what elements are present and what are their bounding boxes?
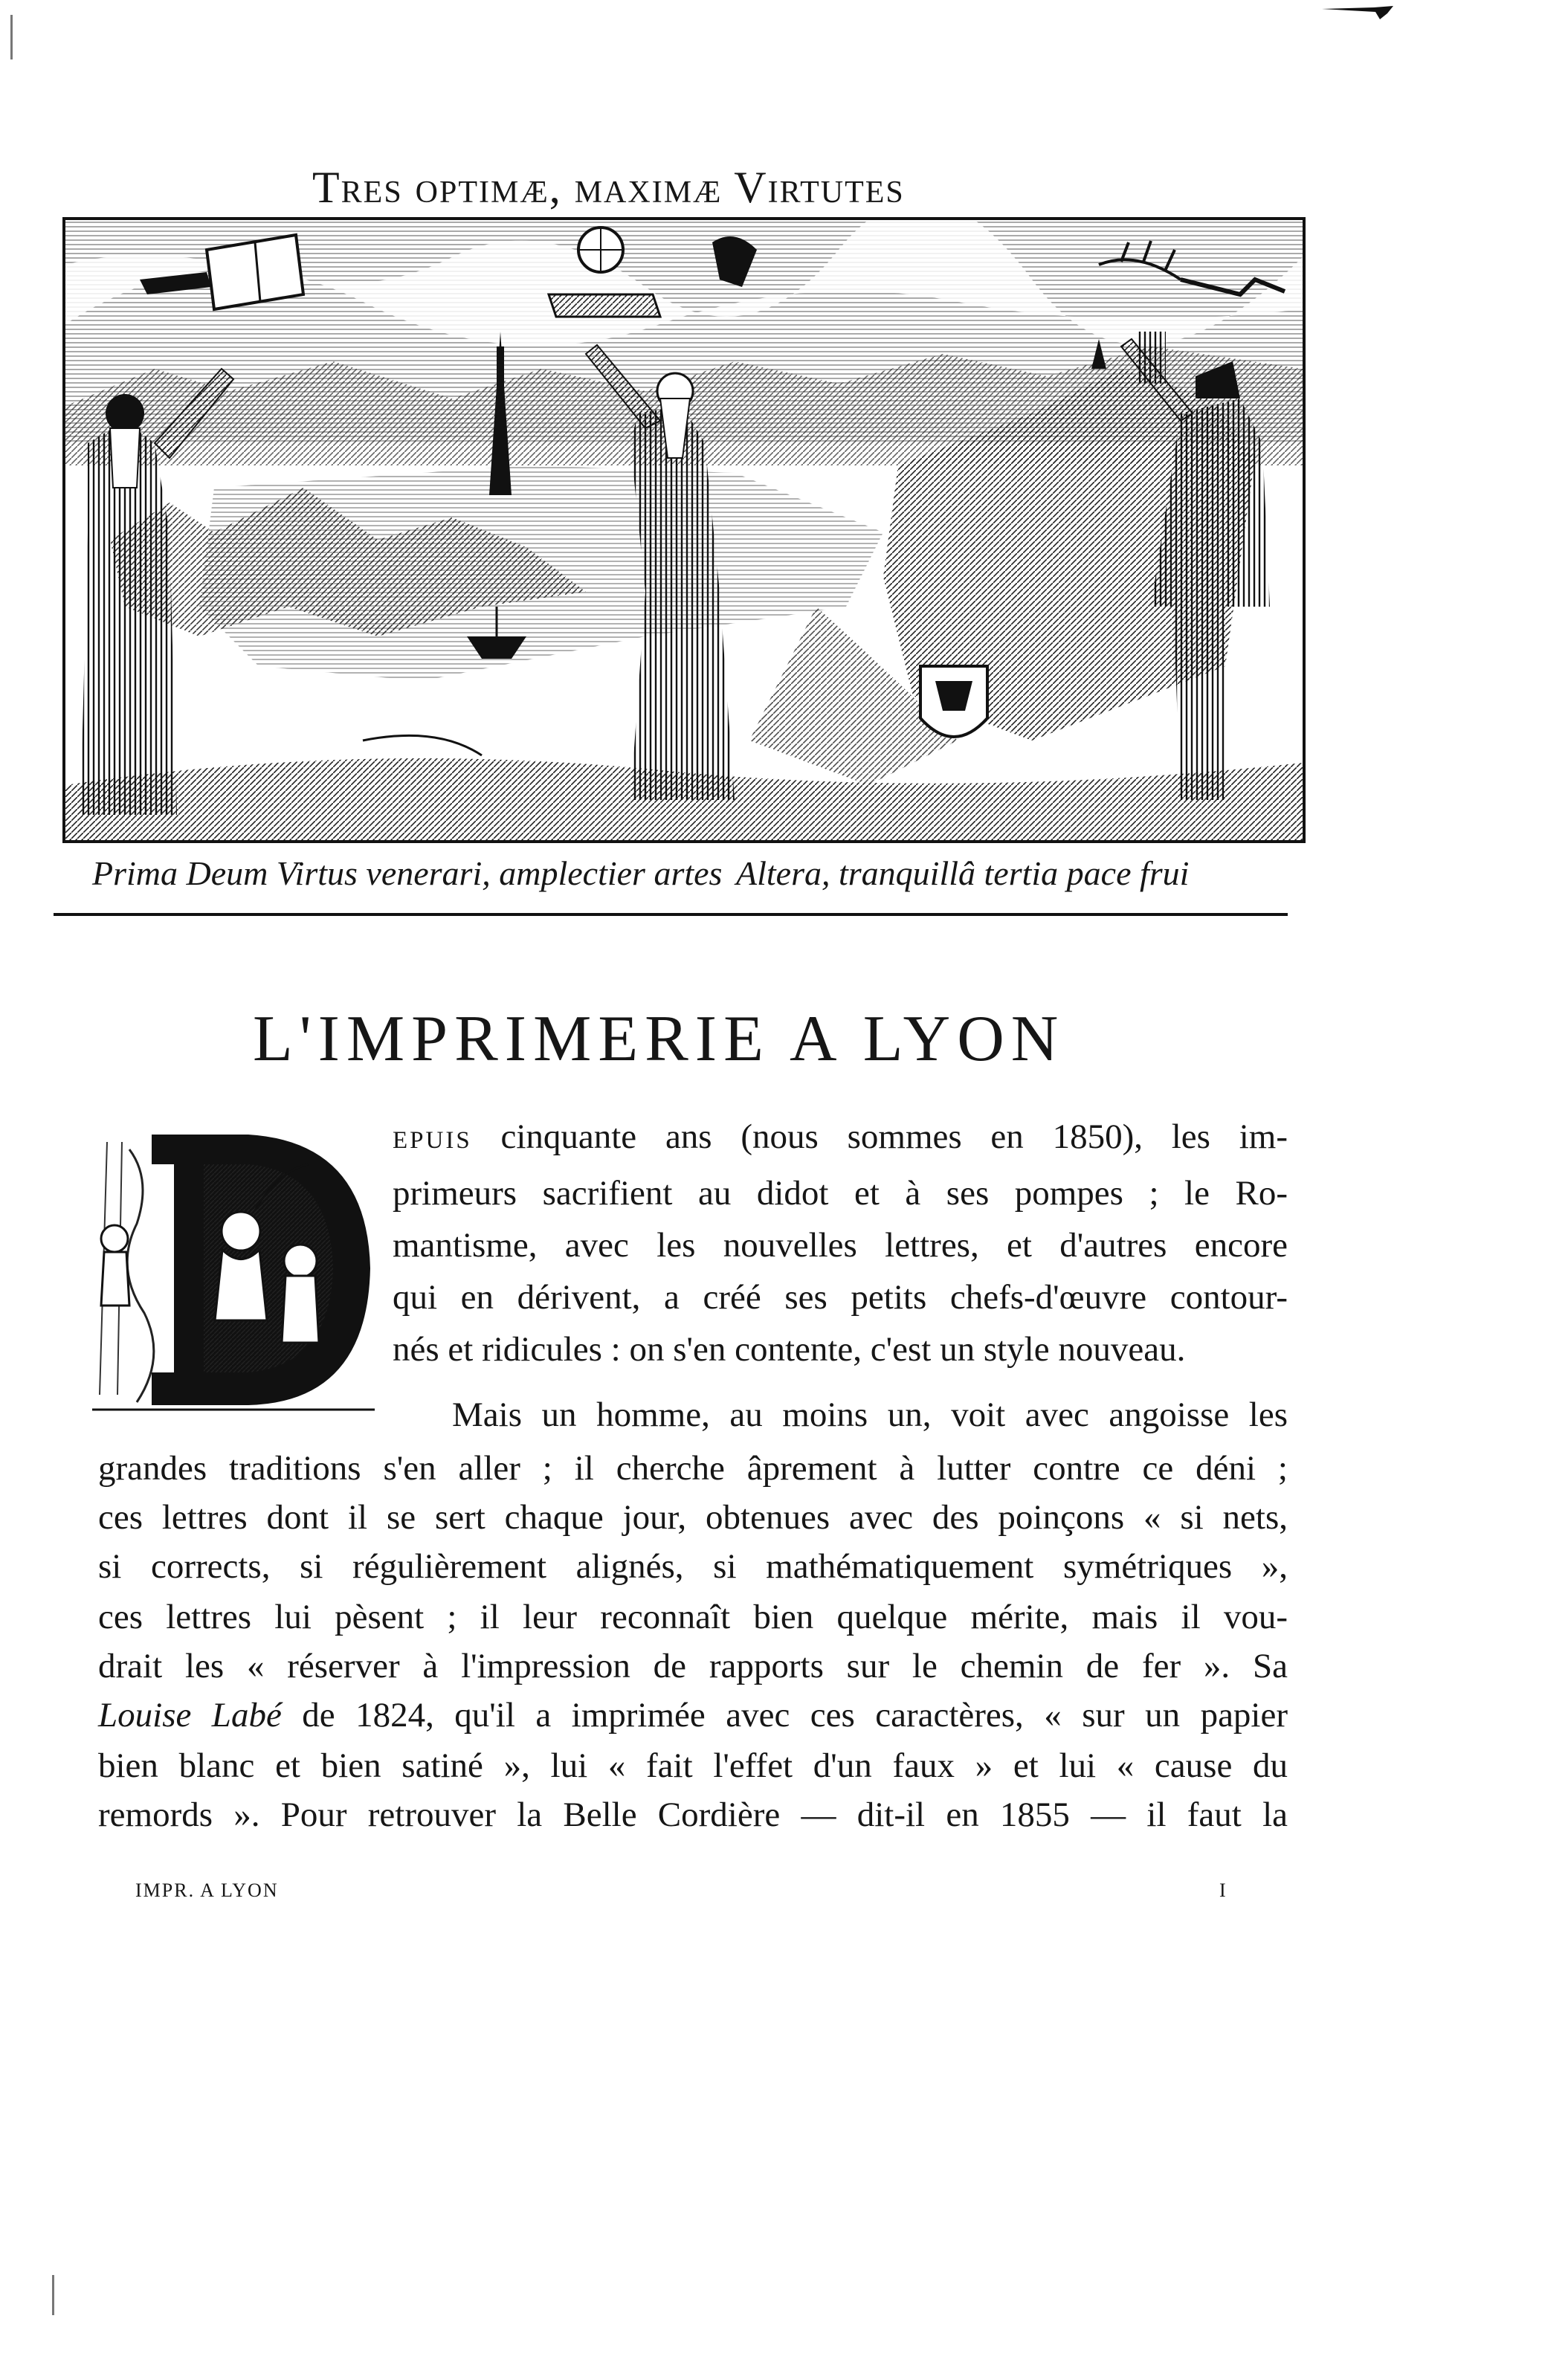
- text-line-8: ces lettres dont il se sert chaque jour, obtenues avec des poinçons « si nets,: [98, 1498, 1288, 1537]
- first-word-rest: epuis: [393, 1117, 472, 1156]
- corner-ink-mark: [1322, 4, 1393, 21]
- left-edge-mark: [10, 15, 13, 59]
- text-line-1: [393, 1117, 1288, 1156]
- text-line-9: si corrects, si régulièrement alignés, si mathématiquement symétriques »,: [98, 1547, 1288, 1586]
- engraving-illustration: [62, 217, 1306, 843]
- caption-right: Altera, tranquillâ tertia pace frui: [736, 854, 1190, 892]
- text-line-12: [98, 1698, 1288, 1733]
- caption-left: Prima Deum Virtus venerari, amplectier artes: [92, 854, 723, 892]
- signature-mark: IMPR. A LYON: [135, 1879, 279, 1901]
- text-line-14: remords ». Pour retrouver la Belle Cordière — dit-il en 1855 — il faut la: [98, 1795, 1288, 1834]
- text-line-10: ces lettres lui pèsent ; il leur reconnaît bien quelque mérite, mais il vou-: [98, 1598, 1288, 1636]
- text-line-6: Mais un homme, au moins un, voit avec angoisse les: [452, 1395, 1288, 1434]
- text-line-5: nés et ridicules : on s'en contente, c'est un style nouveau.: [393, 1330, 1186, 1369]
- text-line-4: qui en dérivent, a créé ses petits chefs-d'œuvre contour-: [393, 1278, 1288, 1317]
- text-line-3: mantisme, avec les nouvelles lettres, et d'autres encore: [393, 1226, 1288, 1265]
- ornamental-drop-cap: [85, 1120, 382, 1417]
- caption-rule: [54, 913, 1288, 916]
- text-line-13: bien blanc et bien satiné », lui « fait l'effet d'un faux » et lui « cause du: [98, 1746, 1288, 1785]
- bottom-edge-mark: [52, 2275, 54, 2315]
- engraving-motto: Tres optimæ, maximæ Virtutes: [312, 163, 905, 212]
- line-text: de 1824, qu'il a imprimée avec ces caractères, « sur un papier: [302, 1696, 1288, 1735]
- italic-title: Louise Labé: [98, 1696, 282, 1735]
- page-title: L'IMPRIMERIE A LYON: [253, 1003, 1065, 1075]
- text-line-2: primeurs sacrifient au didot et à ses pompes ; le Ro-: [393, 1174, 1288, 1213]
- page-number: I: [1219, 1879, 1227, 1901]
- line-text: cinquante ans (nous sommes en 1850), les im-: [500, 1117, 1288, 1156]
- text-line-7: grandes traditions s'en aller ; il cherche âprement à lutter contre ce déni ;: [98, 1449, 1288, 1488]
- text-line-11: drait les « réserver à l'impression de rapports sur le chemin de fer ». Sa: [98, 1647, 1288, 1685]
